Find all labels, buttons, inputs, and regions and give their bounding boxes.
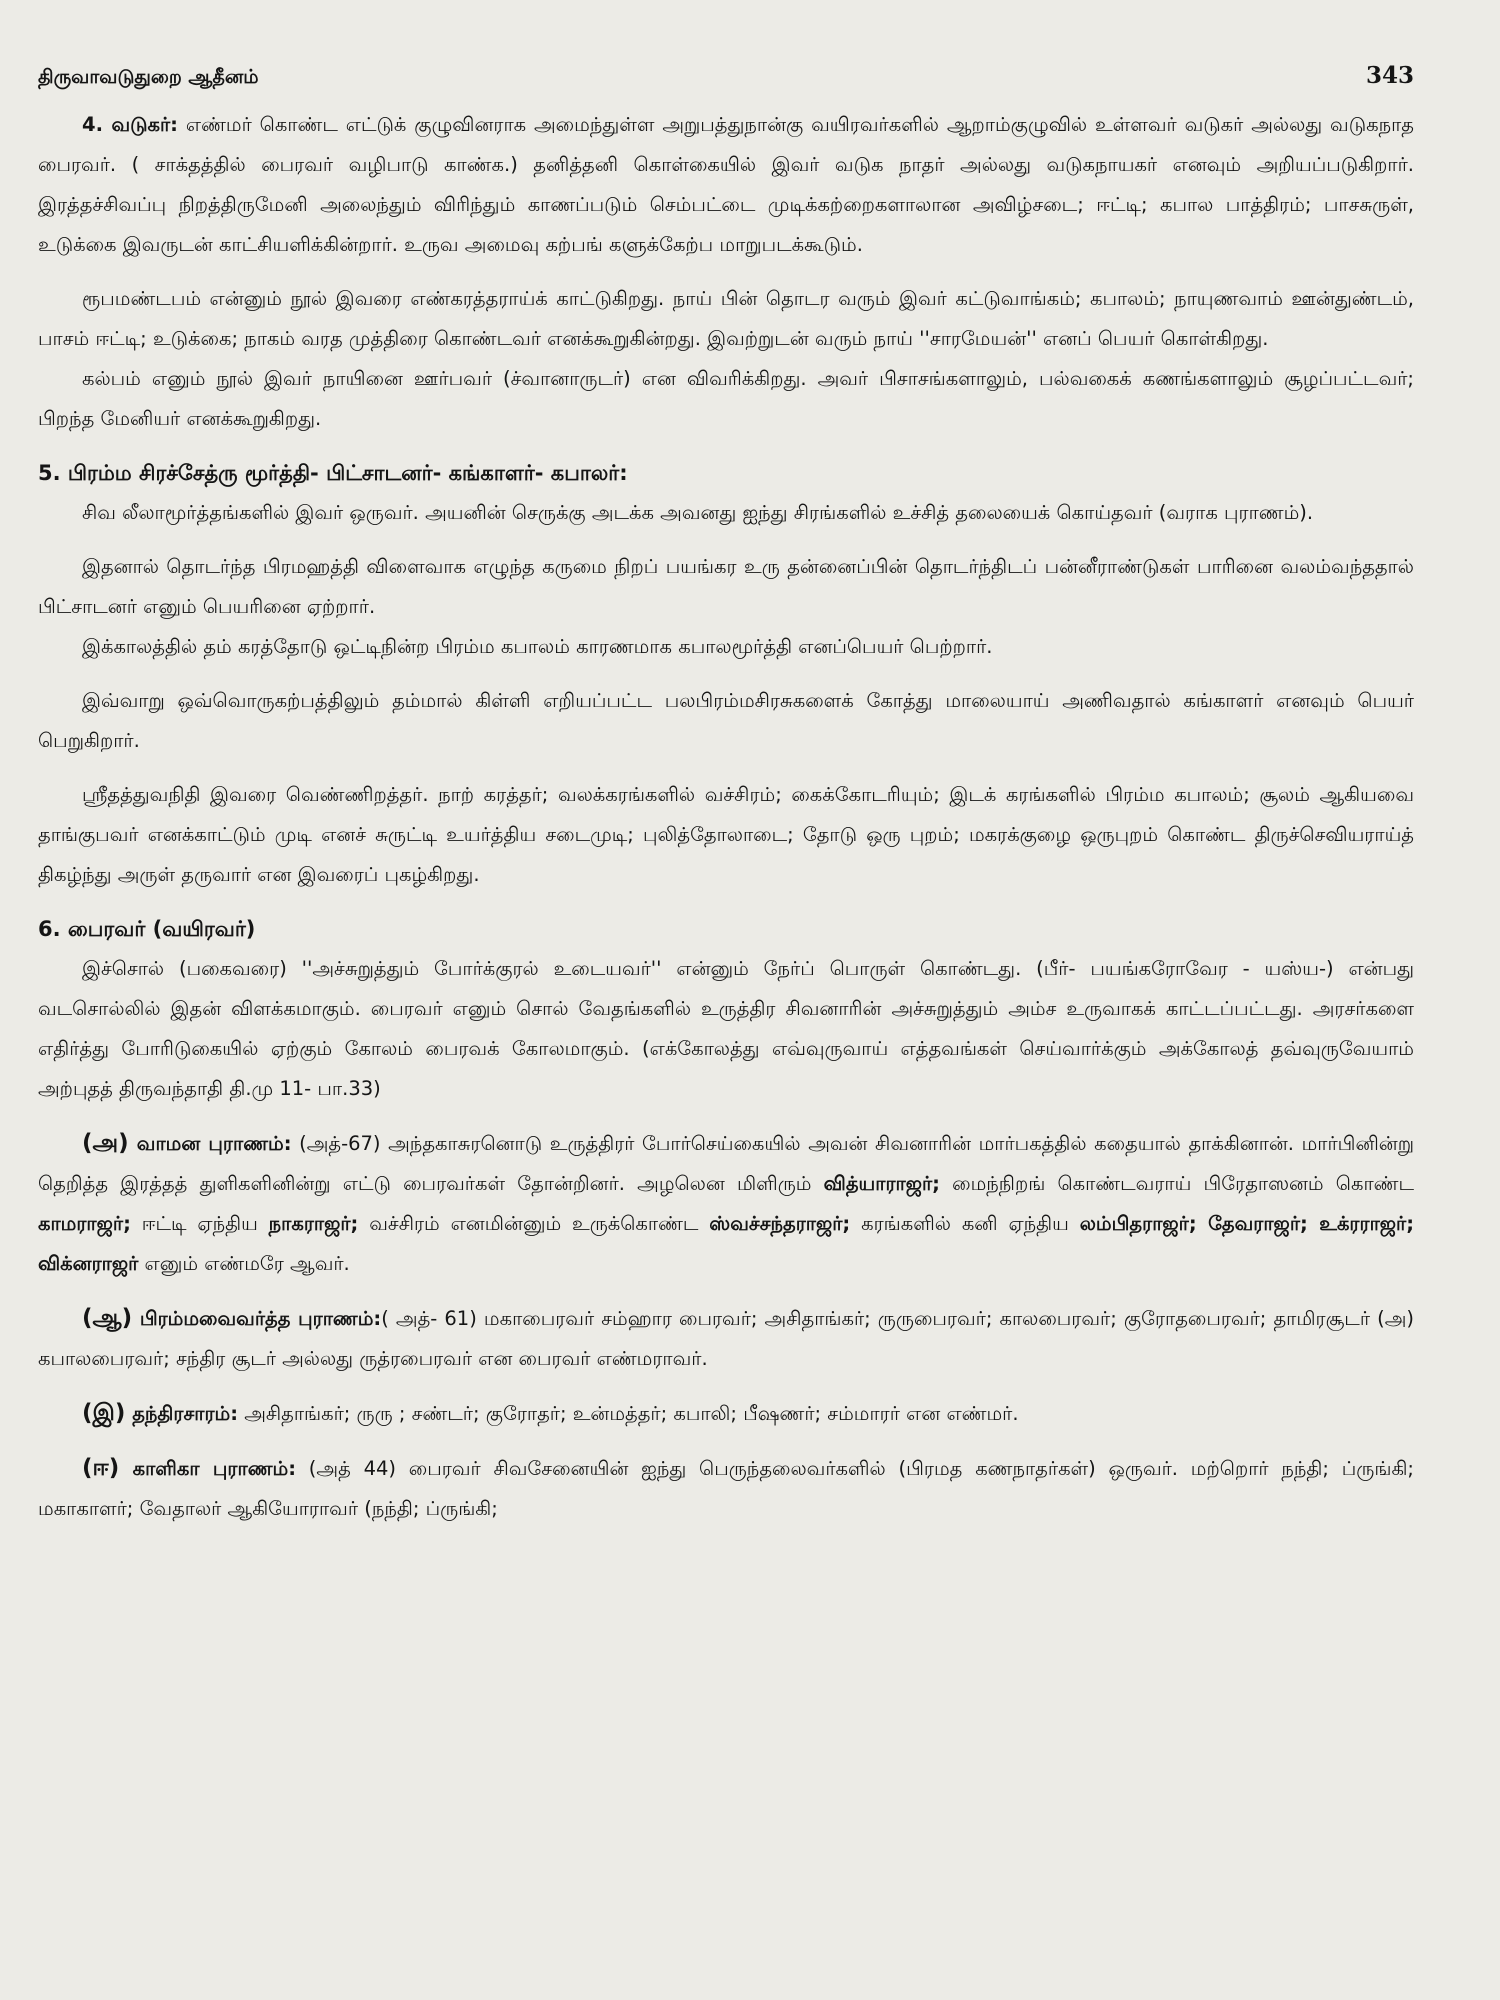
subsection-label: (அ): [82, 1130, 129, 1156]
section-vadugar: [38, 105, 1414, 439]
paragraph-text: எனும் எண்மரே ஆவர்.: [138, 1252, 350, 1275]
paragraph: சிவ லீலாமூர்த்தங்களில் இவர் ஒருவர். அயனின் செருக்கு அடக்க அவனது ஐந்து சிரங்களில் உச்சித் தலையைக் கொய்தவர் (வராக புராணம்).: [82, 501, 1314, 524]
section-brahma-sirachedru: [38, 453, 1414, 895]
section-heading: 5. பிரம்ம சிரச்சேத்ரு மூர்த்தி- பிட்சாடனர்- கங்காளர்- கபாலர்:: [38, 461, 628, 485]
bhairava-name: நாகராஜர்;: [268, 1212, 359, 1235]
subsection-title: காளிகா புராணம்:: [119, 1457, 296, 1480]
subsection-brahmavaivarta-puranam: [38, 1298, 1414, 1379]
paragraph-text: வச்சிரம் எனமின்னும் உருக்கொண்ட: [358, 1212, 710, 1235]
paragraph-text: மைந்நிறங் கொண்டவராய் பிரேதாஸனம் கொண்ட: [939, 1172, 1414, 1195]
subsection-tantrasaram: [38, 1393, 1414, 1434]
bhairava-name: வித்யாராஜர்;: [823, 1172, 940, 1195]
paragraph: இவ்வாறு ஒவ்வொருகற்பத்திலும் தம்மால் கிள்ளி எறியப்பட்ட பலபிரம்மசிரசுகளைக் கோத்து மாலையாய் அணிவதால் கங்காளர் எனவும் பெயர் பெறுகிறார்.: [38, 689, 1414, 752]
subsection-label: (இ): [82, 1400, 126, 1426]
subsection-label: (ஆ): [82, 1305, 133, 1331]
subsection-label: (ஈ): [82, 1455, 120, 1481]
paragraph-text: எண்மர் கொண்ட எட்டுக் குழுவினராக அமைந்துள்ள அறுபத்துநான்கு வயிரவர்களில் ஆறாம்குழுவில் உள்ளவர் வடுகர் அல்லது வடுகநாத பைரவர். ( சாக்தத்தில் பைரவர் வழிபாடு காண்க.) தனித்தனி கொள்கையில் இவர் வடுக நாதர் அல்லது வடுகநாயகர் எனவும் அறியப்படுகிறார். இரத்தச்சிவப்பு நிறத்திருமேனி அலைந்தும் விரிந்தும் காணப்படும் செம்பட்டை முடிக்கற்றைகளாலான அவிழ்சடை; ஈட்டி; கபால பாத்திரம்; பாசசுருள், உடுக்கை இவருடன் காட்சியளிக்கின்றார். உருவ அமைவு கற்பங் களுக்கேற்ப மாறுபடக்கூடும்.: [38, 113, 1414, 256]
paragraph-text: ( அத்- 61) மகாபைரவர் சம்ஹார பைரவர்; அசிதாங்கர்; ருருபைரவர்; காலபைரவர்; குரோதபைரவர்; தாமிரசூடர் (அ) கபாலபைரவர்; சந்திர சூடர் அல்லது ருத்ரபைரவர் என பைரவர் எண்மராவர்.: [38, 1307, 1414, 1370]
subsection-title: வாமன புராணம்:: [128, 1132, 292, 1155]
page-number: 343: [1365, 62, 1414, 89]
subsection-title: தந்திரசாரம்:: [125, 1402, 239, 1425]
subsection-title: பிரம்மவைவர்த்த புராணம்:: [132, 1307, 382, 1330]
section-bhairavar: [38, 909, 1414, 1529]
subsection-vamana-puranam: [38, 1123, 1414, 1284]
running-head: திருவாவடுதுறை ஆதீனம்: [38, 66, 259, 88]
section-heading: 6. பைரவர் (வயிரவர்): [38, 917, 256, 941]
paragraph: ரூபமண்டபம் என்னும் நூல் இவரை எண்கரத்தராய்க் காட்டுகிறது. நாய் பின் தொடர வரும் இவர் கட்டுவாங்கம்; கபாலம்; நாயுணவாம் ஊன்துண்டம், பாசம் ஈட்டி; உடுக்கை; நாகம் வரத முத்திரை கொண்டவர் எனக்கூறுகின்றது. இவற்றுடன் வரும் நாய் ''சாரமேயன்'' எனப் பெயர் கொள்கிறது.: [38, 287, 1414, 350]
paragraph: இக்காலத்தில் தம் கரத்தோடு ஒட்டிநின்ற பிரம்ம கபாலம் காரணமாக கபாலமூர்த்தி எனப்பெயர் பெற்றார்.: [82, 635, 993, 658]
bhairava-name: ஸ்வச்சந்தராஜர்;: [709, 1212, 851, 1235]
paragraph-text: (அத் 44) பைரவர் சிவசேனையின் ஐந்து பெருந்தலைவர்களில் (பிரமத கணநாதர்கள்) ஒருவர். மற்றொர் நந்தி; ப்ருங்கி; மகாகாளர்; வேதாலர் ஆகியோராவர் (நந்தி; ப்ருங்கி;: [38, 1457, 1414, 1520]
paragraph: ஸ்ரீதத்துவநிதி இவரை வெண்ணிறத்தர். நாற் கரத்தர்; வலக்கரங்களில் வச்சிரம்; கைக்கோடரியும்; இடக் கரங்களில் பிரம்ம கபாலம்; சூலம் ஆகியவை தாங்குபவர் எனக்காட்டும் முடி எனச் சுருட்டி உயர்த்திய சடைமுடி; புலித்தோலாடை; தோடு ஒரு புறம்; மகரக்குழை ஒருபுறம் கொண்ட திருச்செவியராய்த் திகழ்ந்து அருள் தருவார் என இவரைப் புகழ்கிறது.: [38, 783, 1414, 886]
paragraph-text: கரங்களில் கனி ஏந்திய: [850, 1212, 1080, 1235]
page-header: [38, 62, 1414, 91]
bhairava-name: காமராஜர்;: [38, 1212, 131, 1235]
paragraph: இதனால் தொடர்ந்த பிரமஹத்தி விளைவாக எழுந்த கருமை நிறப் பயங்கர உரு தன்னைப்பின் தொடர்ந்திடப் பன்னீராண்டுகள் பாரினை வலம்வந்ததால் பிட்சாடனர் எனும் பெயரினை ஏற்றார்.: [38, 555, 1414, 618]
bhairava-name: லம்பிதராஜர்; தேவராஜர்; உக்ரராஜர்; விக்னராஜர்: [38, 1212, 1415, 1275]
paragraph-text: (அத்-67) அந்தகாசுரனொடு உருத்திரர் போர்செய்கையில் அவன் சிவனாரின் மார்பகத்தில் கதையால் தாக்கினான். மார்பினின்று தெறித்த இரத்தத் துளிகளினின்று எட்டு பைரவர்கள் தோன்றினர். அழலென மிளிரும்: [38, 1132, 1414, 1195]
paragraph-text: அசிதாங்கர்; ருரு ; சண்டர்; குரோதர்; உன்மத்தர்; கபாலி; பீஷணர்; சம்மாரர் என எண்மர்.: [238, 1402, 1019, 1425]
paragraph: இச்சொல் (பகைவரை) ''அச்சுறுத்தும் போர்க்குரல் உடையவர்'' என்னும் நேர்ப் பொருள் கொண்டது. (பீர்- பயங்கரோவேர - யஸ்ய-) என்பது வடசொல்லில் இதன் விளக்கமாகும். பைரவர் எனும் சொல் வேதங்களில் உருத்திர சிவனாரின் அச்சுறுத்தும் அம்ச உருவாகக் காட்டப்பட்டது. அரசர்களை எதிர்த்து போரிடுகையில் ஏற்கும் கோலம் பைரவக் கோலமாகும். (எக்கோலத்து எவ்வுருவாய் எத்தவங்கள் செய்வார்க்கும் அக்கோலத் தவ்வுருவேயாம் அற்புதத் திருவந்தாதி தி.மு 11- பா.33): [38, 957, 1414, 1100]
paragraph: [38, 105, 1414, 265]
paragraph: கல்பம் எனும் நூல் இவர் நாயினை ஊர்பவர் (ச்வானாருடர்) என விவரிக்கிறது. அவர் பிசாசங்களாலும், பல்வகைக் கணங்களாலும் சூழப்பட்டவர்; பிறந்த மேனியர் எனக்கூறுகிறது.: [38, 367, 1414, 430]
paragraph-text: ஈட்டி ஏந்திய: [130, 1212, 269, 1235]
section-heading: 4. வடுகர்:: [82, 113, 178, 136]
subsection-kalika-puranam: [38, 1448, 1414, 1529]
